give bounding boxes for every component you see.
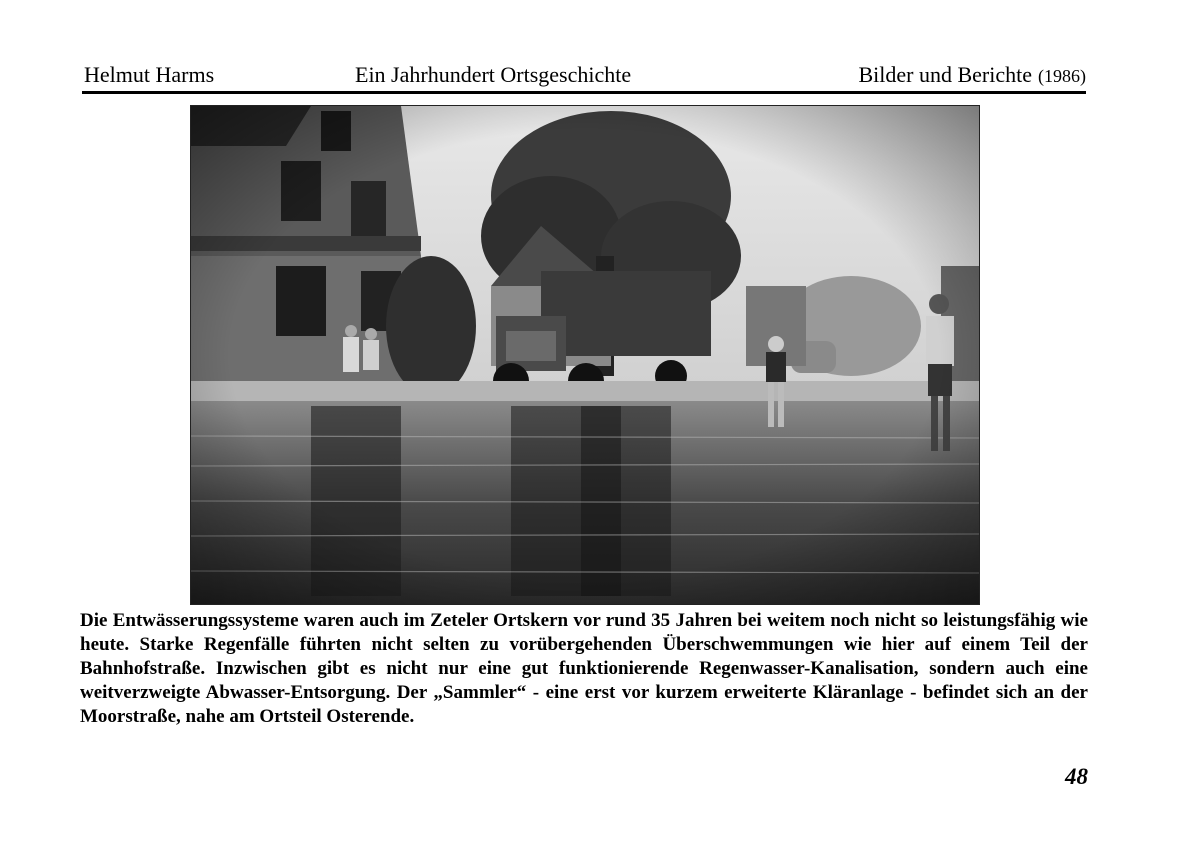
flooded-street-photo (191, 106, 979, 604)
header-series-label: Bilder und Berichte (858, 62, 1032, 87)
historic-photo (190, 105, 980, 605)
header-book-title: Ein Jahrhundert Ortsgeschichte (355, 62, 632, 87)
page-header (84, 58, 1086, 90)
photo-caption: Die Entwässerungssysteme waren auch im Zeteler Ortskern vor rund 35 Jahren bei weitem noch nicht so leistungsfähig wie heute. Starke Regenfälle führten nicht selten zu vorübergehenden Überschwemmungen wie hier auf einem Teil der Bahnhofstraße. Inzwischen gibt es nicht nur eine gut funktionierende Regenwasser-Kanalisation, sondern auch eine weitverzweigte Abwasser-Entsorgung. Der „Sammler“ - eine erst vor kurzem erweiterte Kläranlage - befindet sich an der Moorstraße, nahe am Ortsteil Osterende. (80, 610, 1088, 727)
header-author: Helmut Harms (84, 62, 215, 87)
header-rule (82, 91, 1086, 94)
header-year: (1986) (1038, 66, 1086, 86)
page-number: 48 (1065, 764, 1088, 789)
header-series (858, 62, 1086, 88)
